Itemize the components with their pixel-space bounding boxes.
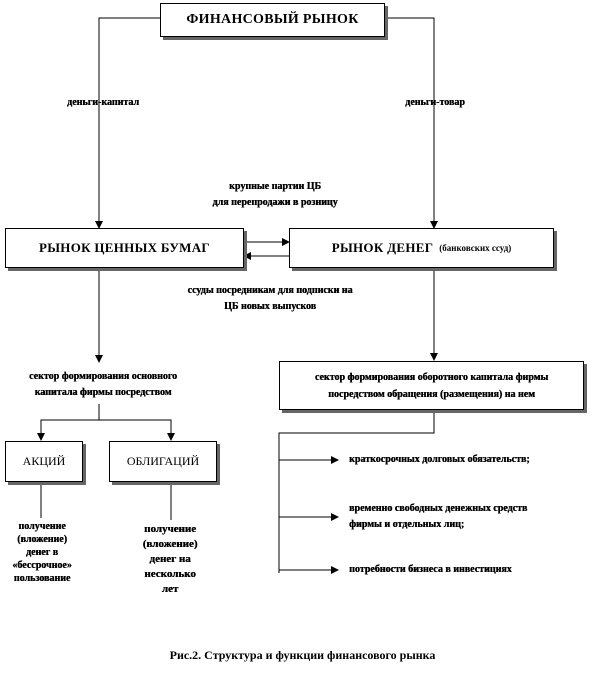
large-batches-label-line2: для перепродажи в розницу bbox=[212, 197, 338, 208]
bonds-title: ОБЛИГАЦИЙ bbox=[126, 454, 200, 468]
loans-label-line1: ссуды посредникам для подписки на bbox=[187, 285, 353, 296]
money-commodity-label: деньги-товар bbox=[405, 97, 465, 108]
money-capital-label: деньги-капитал bbox=[67, 97, 139, 108]
shares-title: АКЦИЙ bbox=[22, 454, 66, 468]
right-item-free-funds-line1: временно свободных денежных средств bbox=[349, 503, 528, 514]
shares-description: получение (вложение) денег в «бессрочное» пользование bbox=[12, 521, 72, 584]
financial-market-title: ФИНАНСОВЫЙ РЫНОК bbox=[186, 12, 359, 27]
bonds-description: получение (вложение) денег на несколько лет bbox=[142, 523, 198, 595]
figure-caption: Рис.2. Структура и функции финансового рынка bbox=[169, 648, 436, 662]
working-capital-sector-line1: сектор формирования оборотного капитала фирмы bbox=[314, 371, 549, 383]
shares-box bbox=[5, 441, 83, 482]
securities-market-title: РЫНОК ЦЕННЫХ БУМАГ bbox=[38, 240, 211, 255]
large-batches-label-line1: крупные партии ЦБ bbox=[229, 181, 321, 192]
fixed-capital-sector-line1: сектор формирования основного bbox=[28, 371, 178, 382]
right-item-short-term-debt: краткосрочных долговых обязательств; bbox=[349, 454, 530, 465]
money-market-subtitle: (банковских ссуд) bbox=[439, 243, 512, 253]
securities-market-box bbox=[5, 228, 244, 268]
fixed-capital-sector-line2: капитала фирмы посредством bbox=[34, 387, 172, 398]
right-item-investment-needs: потребности бизнеса в инвестициях bbox=[349, 564, 512, 575]
money-market-box bbox=[289, 228, 554, 268]
loans-label-line2: ЦБ новых выпусков bbox=[224, 301, 316, 312]
working-capital-sector-box bbox=[279, 361, 584, 410]
financial-market-box bbox=[160, 3, 385, 37]
bonds-box bbox=[109, 441, 217, 482]
right-item-free-funds-line2: фирмы и отдельных лиц; bbox=[349, 519, 465, 530]
working-capital-sector-line2: посредством обращения (размещения) на нем bbox=[328, 388, 535, 400]
money-market-title: РЫНОК ДЕНЕГ bbox=[331, 240, 434, 255]
